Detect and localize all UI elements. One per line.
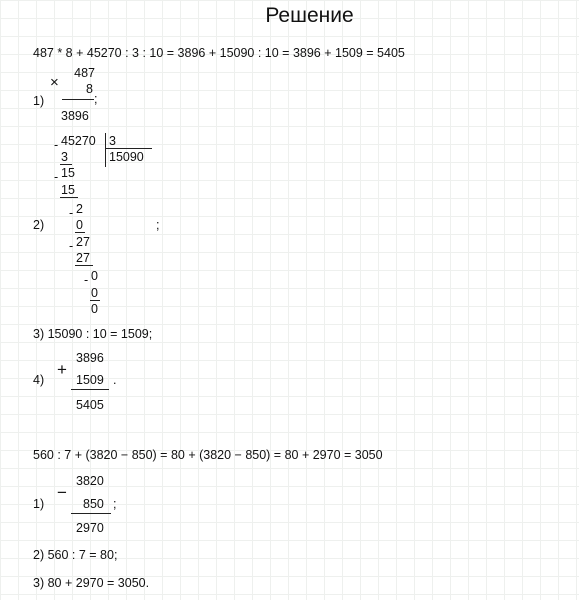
div-line-2 xyxy=(60,197,78,198)
division-bar xyxy=(105,133,106,167)
task2-step3: 3) 80 + 2970 = 3050. xyxy=(33,576,150,590)
add-underline xyxy=(71,389,109,390)
div-minus-3: - xyxy=(69,206,74,220)
plus-sign: + xyxy=(57,360,67,379)
div-row-7: 27 xyxy=(76,251,90,265)
div-row-5: 0 xyxy=(76,218,83,232)
div-row-9: 0 xyxy=(91,286,98,300)
quotient: 15090 xyxy=(109,150,144,164)
page-title: Решение xyxy=(265,4,354,27)
task2-step2: 2) 560 : 7 = 80; xyxy=(33,548,118,562)
div-line-1 xyxy=(60,164,72,165)
sub-operand-a: 3820 xyxy=(76,474,104,488)
div-line-3 xyxy=(75,232,85,233)
mult-end: ; xyxy=(94,92,98,106)
sub-end: ; xyxy=(113,497,117,511)
task1-step4-label: 4) xyxy=(33,373,45,387)
div-row-6: 27 xyxy=(76,235,90,249)
add-result: 5405 xyxy=(76,398,104,412)
sub-operand-b: 850 xyxy=(83,497,104,511)
divisor: 3 xyxy=(109,134,116,148)
task1-step2-label: 2) xyxy=(33,218,45,232)
task1-expression: 487 * 8 + 45270 : 3 : 10 = 3896 + 15090 : 10 = 3896 + 1509 = 5405 xyxy=(33,46,405,60)
dividend: 45270 xyxy=(61,134,96,148)
div-row-3: 15 xyxy=(61,183,75,197)
mult-result: 3896 xyxy=(61,109,89,123)
task1-step3: 3) 15090 : 10 = 1509; xyxy=(33,327,153,341)
div-minus-2: - xyxy=(54,170,59,184)
div-minus-1: - xyxy=(54,138,59,152)
task2-expression: 560 : 7 + (3820 − 850) = 80 + (3820 − 850) = 80 + 2970 = 3050 xyxy=(33,448,383,462)
sub-underline xyxy=(71,513,111,514)
div-row-2: 15 xyxy=(61,166,75,180)
add-operand-a: 3896 xyxy=(76,351,104,365)
add-end: . xyxy=(113,373,117,387)
task1-step1-label: 1) xyxy=(33,94,45,108)
div-line-4 xyxy=(75,265,93,266)
sub-result: 2970 xyxy=(76,521,104,535)
division-end: ; xyxy=(156,218,160,232)
mult-operand-b: 8 xyxy=(86,82,93,96)
mult-operand-a: 487 xyxy=(74,66,95,80)
div-row-8: 0 xyxy=(91,269,98,283)
add-operand-b: 1509 xyxy=(76,373,104,387)
multiply-sign: × xyxy=(50,74,59,91)
mult-underline xyxy=(62,99,94,100)
task2-step1-label: 1) xyxy=(33,497,45,511)
div-row-1: 3 xyxy=(61,150,68,164)
div-row-4: 2 xyxy=(76,202,83,216)
divisor-underline xyxy=(106,148,152,149)
div-minus-4: - xyxy=(69,239,74,253)
minus-sign: − xyxy=(57,483,67,502)
div-minus-5: - xyxy=(84,273,89,287)
div-row-10: 0 xyxy=(91,302,98,316)
div-line-5 xyxy=(90,300,100,301)
